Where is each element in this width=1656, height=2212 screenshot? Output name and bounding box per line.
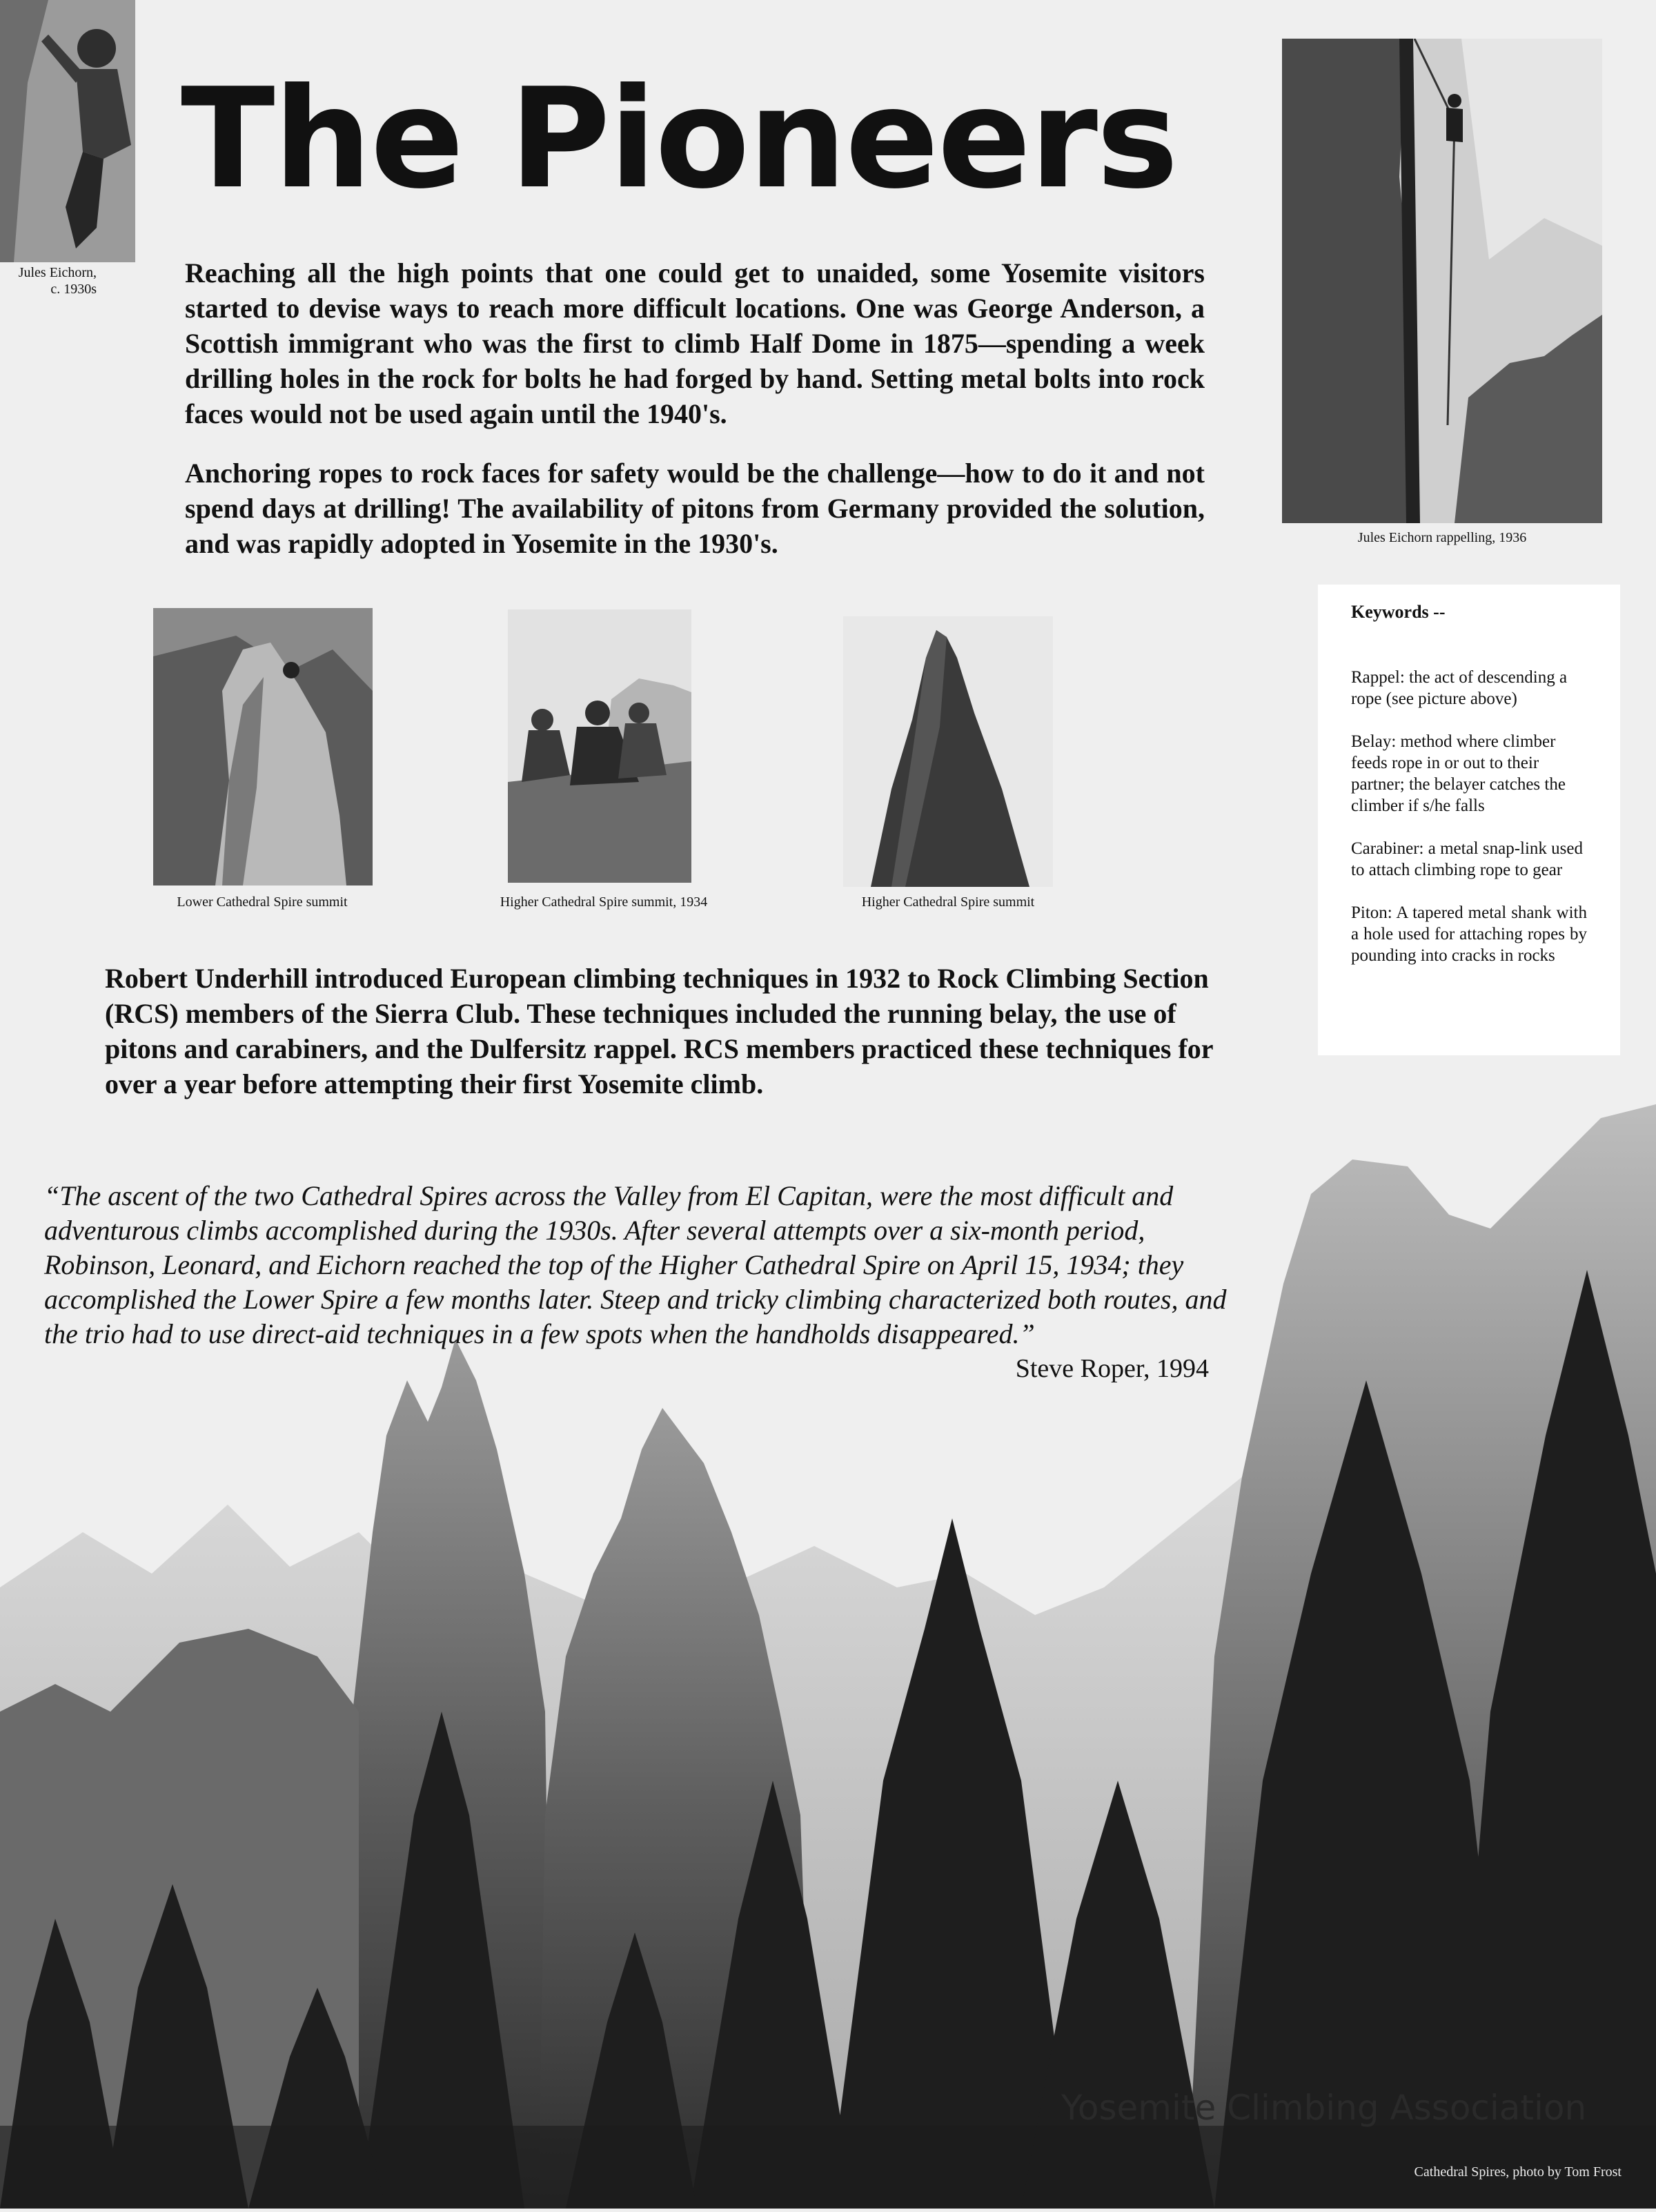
keywords-panel <box>1318 585 1620 1055</box>
eichorn-portrait-caption <box>0 264 97 297</box>
page-title: The Pioneers <box>181 59 1177 219</box>
roper-quote: “The ascent of the two Cathedral Spires across the Valley from El Capitan, were the most difficult and adventurous climbs accomplished during the 1930s. After several attempts over a six-month period, Robinson, Leonard, and Eichorn reached the top of the Higher Cathedral Spire on April 15, 1934; they accomplished the Lower Spire a few months later. Steep and tricky climbing characterized both routes, and the trio had to use direct-aid techniques in a few spots when the handholds disappeared.” <box>44 1180 1227 1349</box>
keyword-piton: Piton: A tapered metal shank with a hole used for attaching ropes by pounding into cracks in rocks <box>1351 903 1587 965</box>
higher-spire-summit-1934-caption: Higher Cathedral Spire summit, 1934 <box>500 894 708 910</box>
higher-spire-summit-caption: Higher Cathedral Spire summit <box>861 894 1035 910</box>
lower-spire-summit-photo <box>153 608 373 885</box>
higher-spire-summit-1934-photo <box>508 609 691 883</box>
roper-quote-attribution: Steve Roper, 1994 <box>1015 1354 1209 1383</box>
intro-paragraph-2: Anchoring ropes to rock faces for safety would be the challenge—how to do it and not spend days at drilling! The availability of pitons from Germany provided the solution, and was rapidly adopted in Yosemite in the 1930's. <box>185 458 1205 559</box>
eichorn-portrait-photo <box>0 0 135 262</box>
keyword-rappel: Rappel: the act of descending a rope (see picture above) <box>1351 668 1568 708</box>
eichorn-portrait-caption-line2: c. 1930s <box>50 282 97 297</box>
underhill-paragraph: Robert Underhill introduced European climbing techniques in 1932 to Rock Climbing Section (RCS) members of the Sierra Club. These techniques included the running belay, the use of pitons and carabiners, and the Dulfersitz rappel. RCS members practiced these techniques for over a year before attempting their first Yosemite climb. <box>105 963 1213 1099</box>
keywords-heading: Keywords -- <box>1351 602 1446 622</box>
intro-paragraph-1: Reaching all the high points that one could get to unaided, some Yosemite visitors started to devise ways to reach more difficult locations. One was George Anderson, a Scottish immigrant who was the first to climb Half Dome in 1875—spending a week drilling holes in the rock for bolts he had forged by hand. Setting metal bolts into rock faces would not be used again until the 1940's. <box>185 257 1205 429</box>
lower-spire-summit-caption: Lower Cathedral Spire summit <box>177 894 348 910</box>
eichorn-rappel-caption: Jules Eichorn rappelling, 1936 <box>1357 530 1527 545</box>
background-photo-credit: Cathedral Spires, photo by Tom Frost <box>1414 2164 1621 2180</box>
eichorn-rappel-photo <box>1282 39 1602 523</box>
eichorn-portrait-caption-line1: Jules Eichorn, <box>18 265 97 280</box>
keyword-carabiner: Carabiner: a metal snap-link used to attach climbing rope to gear <box>1351 839 1583 879</box>
keyword-belay: Belay: method where climber feeds rope in or out to their partner; the belayer catches the climber if s/he falls <box>1351 732 1566 815</box>
higher-spire-summit-photo <box>843 616 1053 887</box>
yca-watermark: Yosemite Climbing Association <box>1061 2088 1587 2128</box>
